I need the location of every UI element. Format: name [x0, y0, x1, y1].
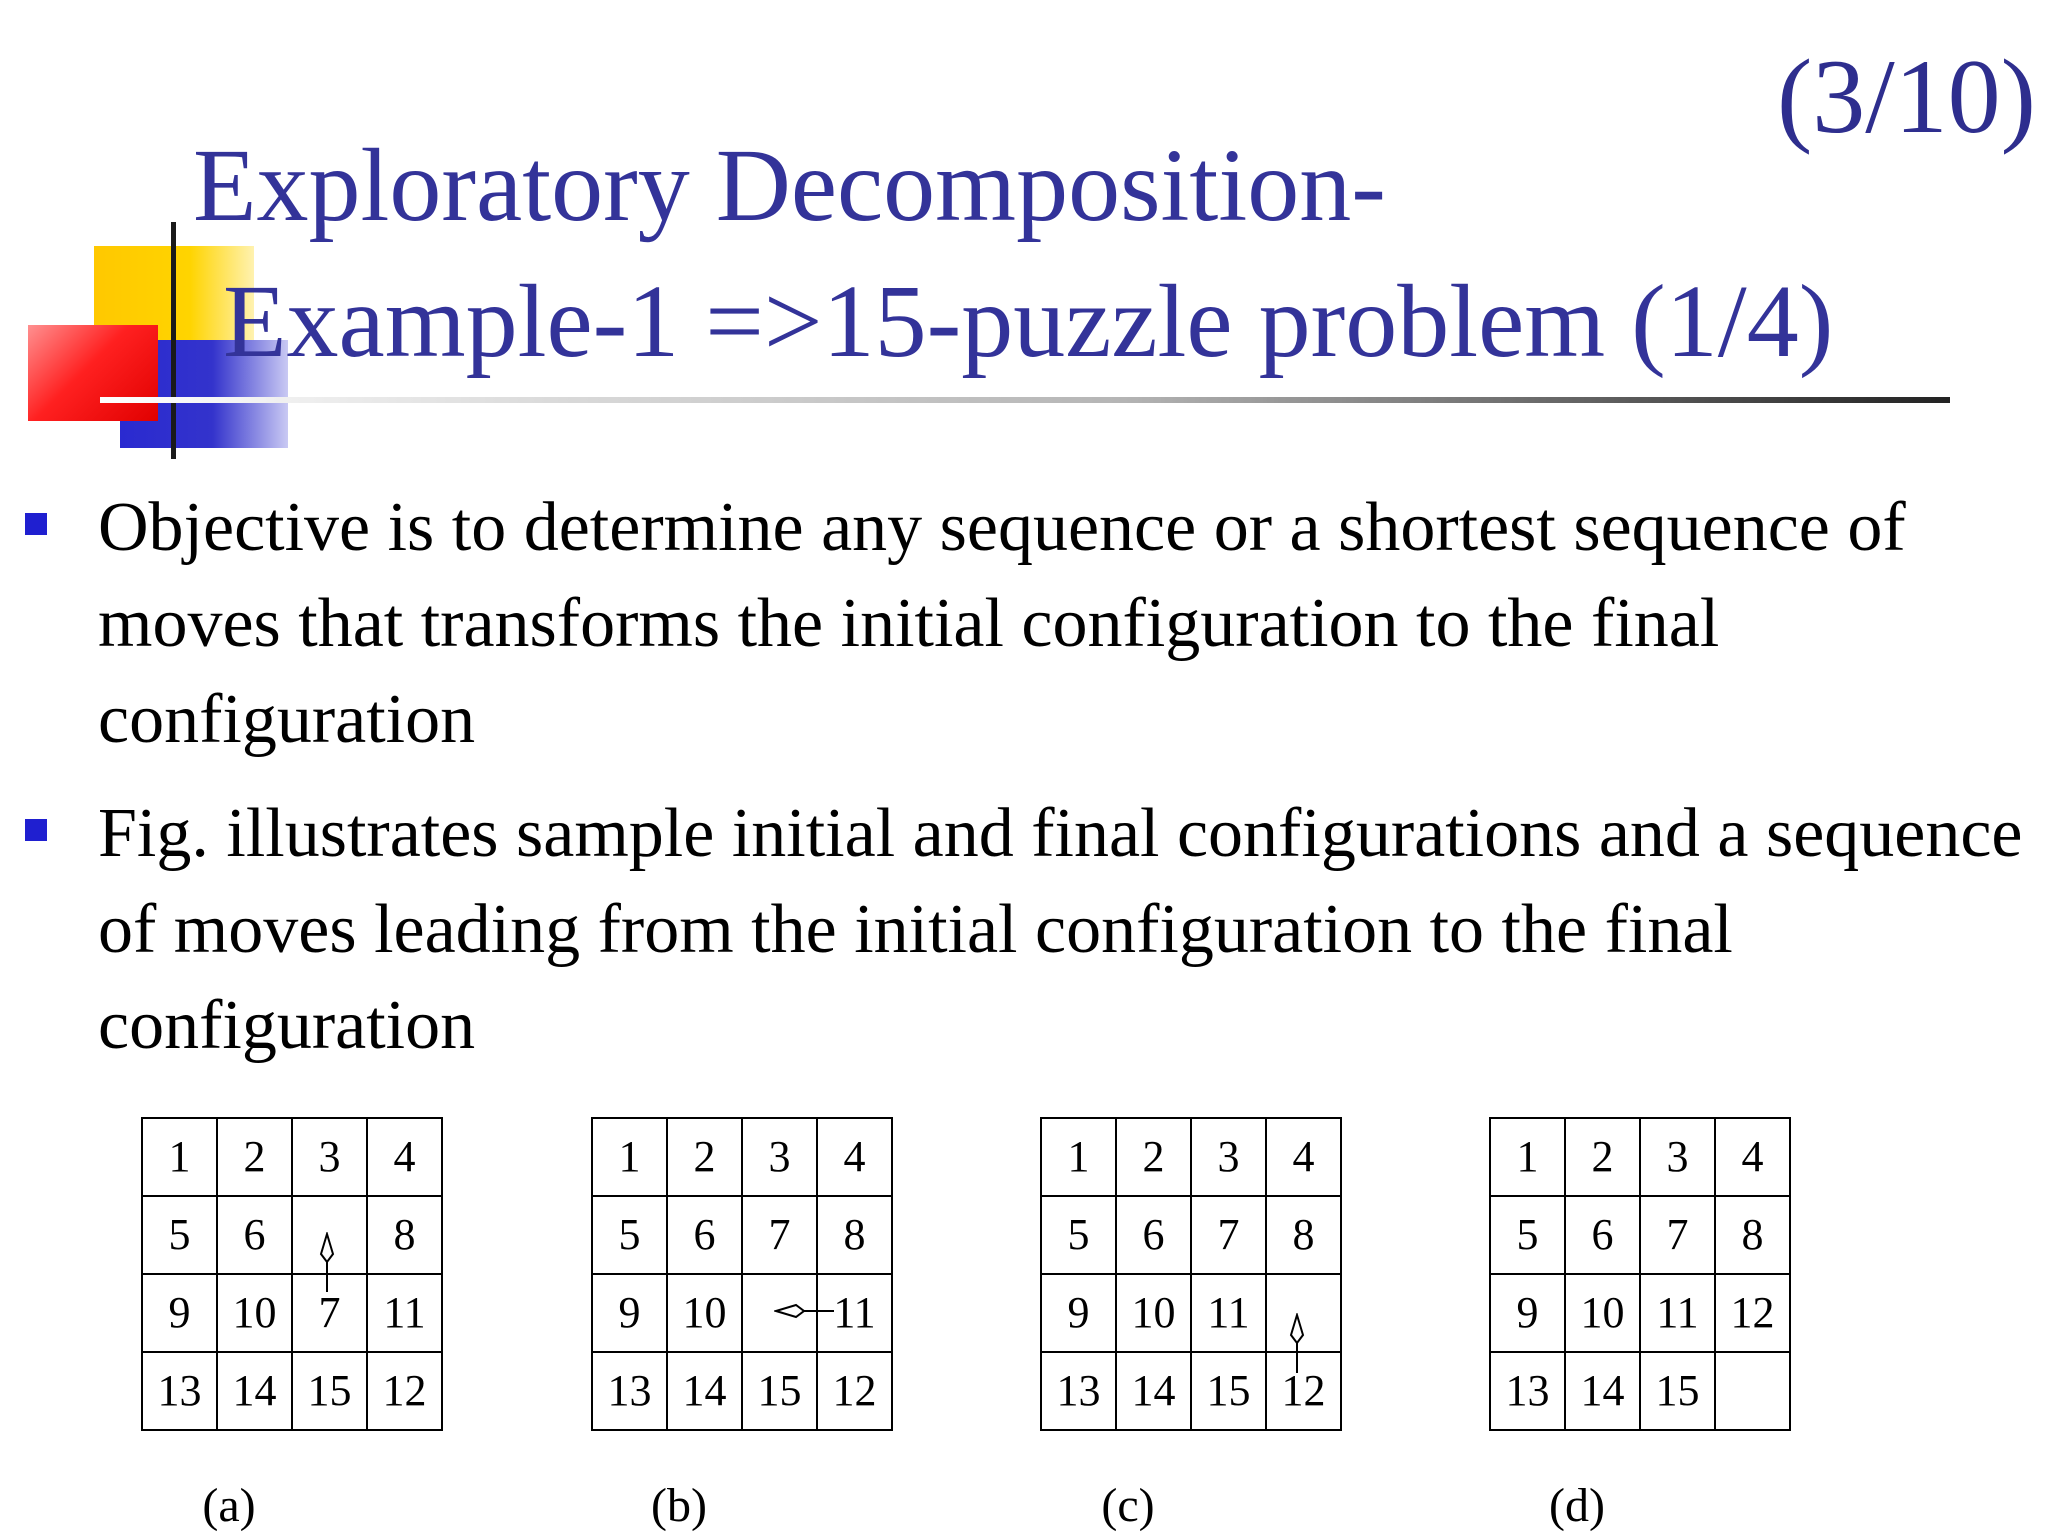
deco-vertical-line — [171, 222, 176, 459]
puzzle-tile: 7 — [742, 1196, 817, 1274]
puzzle-grid-a — [141, 1117, 443, 1431]
puzzle-caption: (c) — [1101, 1479, 1155, 1532]
puzzle-tile: 3 — [1191, 1118, 1266, 1196]
puzzle-tile: 14 — [217, 1352, 292, 1430]
puzzle-tile: 3 — [292, 1118, 367, 1196]
title-underline — [100, 397, 1950, 403]
puzzle-tile: 2 — [1565, 1118, 1640, 1196]
puzzle-tile: 9 — [1041, 1274, 1116, 1352]
puzzle-tile: 12 — [1266, 1352, 1341, 1430]
puzzle-row — [592, 1274, 892, 1352]
puzzle-tile: 6 — [1565, 1196, 1640, 1274]
puzzle-row — [142, 1274, 442, 1352]
puzzle-tile: 13 — [592, 1352, 667, 1430]
puzzle-tile: 3 — [742, 1118, 817, 1196]
puzzle-tile: 8 — [1715, 1196, 1790, 1274]
puzzle-tile: 6 — [667, 1196, 742, 1274]
puzzle-caption: (d) — [1549, 1479, 1605, 1532]
puzzle-caption: (b) — [651, 1479, 707, 1532]
move-up-arrow-icon — [315, 1232, 339, 1294]
puzzle-tile: 7 — [1191, 1196, 1266, 1274]
puzzle-row — [592, 1118, 892, 1196]
puzzle-tile: 11 — [817, 1274, 892, 1352]
puzzle-tile: 11 — [1640, 1274, 1715, 1352]
puzzle-tile: 5 — [592, 1196, 667, 1274]
slide-title — [193, 118, 1833, 390]
puzzle-tile: 2 — [1116, 1118, 1191, 1196]
puzzle-tile: 4 — [1266, 1118, 1341, 1196]
bullet-square-icon — [25, 819, 47, 841]
puzzle-tile: 1 — [142, 1118, 217, 1196]
puzzle-table — [141, 1117, 443, 1431]
puzzle-row — [592, 1352, 892, 1430]
bullet-text: Objective is to determine any sequence or a shortest sequence of moves that transforms the initial configuration to the final configuration — [98, 489, 1906, 758]
puzzle-tile: 6 — [217, 1196, 292, 1274]
puzzle-tile: 10 — [1565, 1274, 1640, 1352]
puzzle-tile: 14 — [1565, 1352, 1640, 1430]
title-line-2: Example-1 =>15-puzzle problem (1/4) — [223, 264, 1834, 379]
puzzle-tile: 1 — [592, 1118, 667, 1196]
puzzle-tile: 3 — [1640, 1118, 1715, 1196]
puzzle-tile: 8 — [367, 1196, 442, 1274]
puzzle-row — [592, 1196, 892, 1274]
puzzle-tile: 15 — [292, 1352, 367, 1430]
puzzle-tile: 9 — [592, 1274, 667, 1352]
move-left-arrow-icon — [774, 1299, 836, 1323]
title-line-1: Exploratory Decomposition- — [193, 128, 1386, 243]
puzzle-tile: 11 — [367, 1274, 442, 1352]
puzzle-row — [1041, 1118, 1341, 1196]
puzzle-tile: 10 — [1116, 1274, 1191, 1352]
bullet-square-icon — [25, 513, 47, 535]
deco-red-square — [28, 325, 158, 421]
puzzle-tile: 9 — [142, 1274, 217, 1352]
puzzle-tile: 4 — [817, 1118, 892, 1196]
puzzle-row — [1041, 1196, 1341, 1274]
bullet-text: Fig. illustrates sample initial and final configurations and a sequence of moves leading from the initial configuration to the final configuration — [98, 795, 2023, 1064]
move-up-arrow-icon — [1285, 1313, 1309, 1375]
puzzle-tile: 13 — [142, 1352, 217, 1430]
puzzle-tile: 10 — [667, 1274, 742, 1352]
puzzle-tile: 6 — [1116, 1196, 1191, 1274]
puzzle-tile: 8 — [817, 1196, 892, 1274]
puzzle-tile: 11 — [1191, 1274, 1266, 1352]
puzzle-row — [1490, 1274, 1790, 1352]
puzzle-row — [142, 1118, 442, 1196]
puzzle-caption: (a) — [202, 1479, 256, 1532]
puzzle-row — [142, 1196, 442, 1274]
puzzle-table — [1489, 1117, 1791, 1431]
puzzle-tile: 13 — [1041, 1352, 1116, 1430]
puzzle-grid-c — [1040, 1117, 1342, 1431]
puzzle-row — [142, 1352, 442, 1430]
puzzle-tile: 15 — [742, 1352, 817, 1430]
puzzle-tile: 4 — [367, 1118, 442, 1196]
bullet-item — [98, 786, 2028, 1074]
puzzle-grid-d — [1489, 1117, 1791, 1431]
puzzle-tile: 14 — [1116, 1352, 1191, 1430]
puzzle-tile: 2 — [217, 1118, 292, 1196]
puzzle-tile: 2 — [667, 1118, 742, 1196]
puzzle-tile: 10 — [217, 1274, 292, 1352]
puzzle-tile: 5 — [142, 1196, 217, 1274]
puzzle-tile: 7 — [292, 1274, 367, 1352]
bullet-item — [98, 480, 2028, 768]
puzzle-tile: 1 — [1041, 1118, 1116, 1196]
puzzle-tile: 8 — [1266, 1196, 1341, 1274]
puzzle-grid-b — [591, 1117, 893, 1431]
puzzle-tile: 5 — [1041, 1196, 1116, 1274]
puzzle-row — [1490, 1352, 1790, 1430]
slide-counter: (3/10) — [1776, 38, 2036, 155]
puzzle-table — [1040, 1117, 1342, 1431]
puzzle-tile: 14 — [667, 1352, 742, 1430]
puzzle-row — [1490, 1196, 1790, 1274]
puzzle-tile: 15 — [1191, 1352, 1266, 1430]
puzzle-tile: 7 — [1640, 1196, 1715, 1274]
puzzle-tile: 5 — [1490, 1196, 1565, 1274]
puzzle-row — [1490, 1118, 1790, 1196]
puzzle-tile: 12 — [817, 1352, 892, 1430]
puzzle-tile: 13 — [1490, 1352, 1565, 1430]
puzzle-empty-cell — [1715, 1352, 1790, 1430]
puzzle-tile: 9 — [1490, 1274, 1565, 1352]
puzzle-tile: 4 — [1715, 1118, 1790, 1196]
puzzle-table — [591, 1117, 893, 1431]
puzzle-tile: 15 — [1640, 1352, 1715, 1430]
puzzle-tile: 1 — [1490, 1118, 1565, 1196]
puzzle-tile: 12 — [367, 1352, 442, 1430]
puzzle-tile: 12 — [1715, 1274, 1790, 1352]
